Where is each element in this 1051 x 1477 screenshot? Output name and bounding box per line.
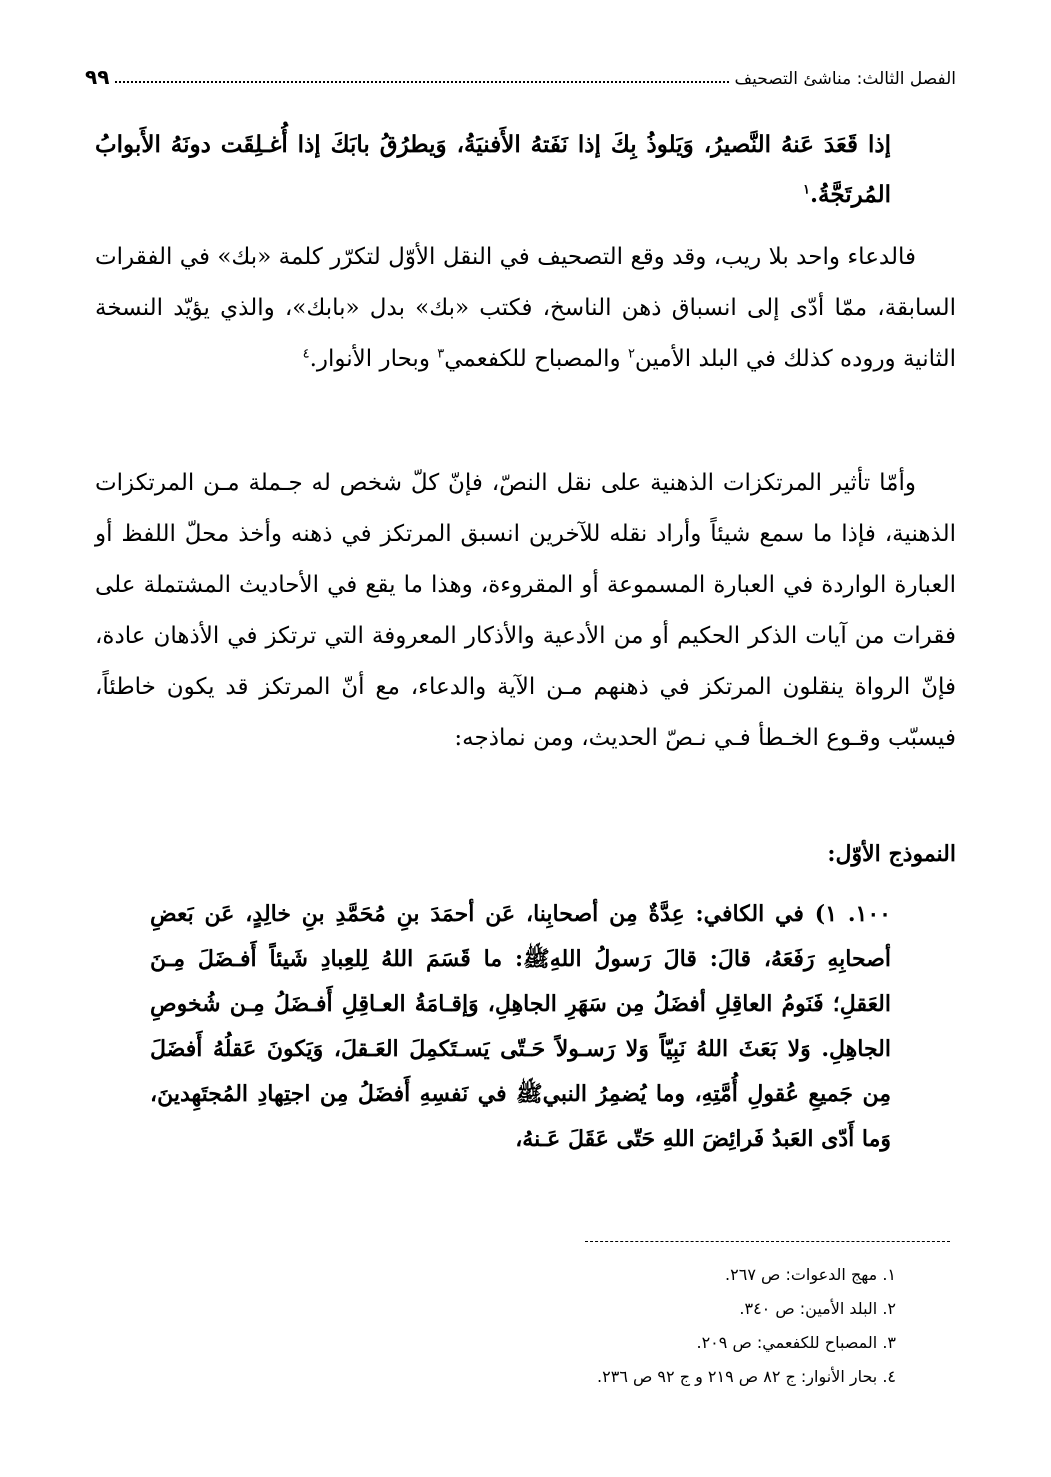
chapter-title: الفصل الثالث: مناشئ التصحيف: [734, 69, 956, 89]
footnote-1: ١. مهج الدعوات: ص ٢٦٧.: [725, 1265, 896, 1284]
header-dotted-leader: [115, 80, 728, 83]
dua-quote-text: إذا قَعَدَ عَنهُ النَّصيرُ، وَيَلوذُ بِكَ إذا نَفَتهُ الأَفنيَةُ، وَيطرُقُ بابَكَ إذا أُغـلِقَت دونَهُ الأَبوابُ المُرتَجَّةُ.: [95, 131, 891, 208]
footnote-divider: [585, 1241, 950, 1242]
paragraph-1: [95, 232, 956, 385]
footnotes: [597, 1258, 896, 1394]
page-number: ٩٩: [85, 65, 110, 89]
footnote-ref-4: ٤: [302, 346, 310, 362]
footnote-ref-1: ١: [803, 182, 811, 198]
footnote-ref-3: ٣: [437, 346, 445, 362]
footnote-4: ٤. بحار الأنوار: ج ٨٢ ص ٢١٩ و ج ٩٢ ص ٢٣٦.: [597, 1367, 896, 1386]
paragraph-1-text-c: وبحار الأنوار.: [309, 346, 438, 372]
dua-quote: [95, 120, 891, 220]
footnote-2: ٢. البلد الأمين: ص ٣٤٠.: [739, 1299, 896, 1318]
footnote-3: ٣. المصباح للكفعمي: ص ٢٠٩.: [696, 1333, 896, 1352]
paragraph-1-text-b: والمصباح للكفعمي: [444, 346, 628, 372]
paragraph-1-text-a: فالدعاء واحد بلا ريب، وقد وقع التصحيف في النقل الأوّل لتكرّر كلمة «بك» في الفقرات السابقة، ممّا أدّى إلى انسباق ذهن الناسخ، فكتب «بك» بدل «بابك»، والذي يؤيّد النسخة الثانية وروده كذلك في البلد الأمين: [95, 244, 956, 372]
paragraph-2: وأمّا تأثير المرتكزات الذهنية على نقل النصّ، فإنّ كلّ شخص له جـملة مـن المرتكزات الذهنية، فإذا ما سمع شيئاً وأراد نقله للآخرين انسبق المرتكز في ذهنه وأخذ محلّ اللفظ أو العبارة الواردة في العبارة المسموعة أو المقروءة، وهذا ما يقع في الأحاديث المشتملة على فقرات من آيات الذكر الحكيم أو من الأدعية والأذكار المعروفة التي ترتكز في الأذهان عادة، فإنّ الرواة ينقلون المرتكز في ذهنهم مـن الآية والدعاء، مع أنّ المرتكز قد يكون خاطئاً، فيسبّب وقـوع الخـطأ فـي نـصّ الحديث، ومن نماذجه:: [95, 470, 956, 751]
footnote-ref-2: ٢: [627, 346, 635, 362]
running-header: [85, 55, 956, 89]
hadith-text: ١٠٠. ١) في الكافي: عِدَّةٌ مِن أصحابِنا، عَن أحمَدَ بنِ مُحَمَّدِ بنِ خالِدٍ، عَن بَعضِ أصحابِهِ رَفَعَهُ، قالَ: قالَ رَسولُ اللهِﷺ: ما قَسَمَ اللهُ لِلعِبادِ شَيئاً أَفـضَلَ مِـنَ العَقلِ؛ فَنَومُ العاقِلِ أفضَلُ مِن سَهَرِ الجاهِلِ، وَإقـامَةُ العـاقِلِ أَفـضَلُ مِـن شُخوصِ الجاهِلِ. وَلا بَعَثَ اللهُ نَبِيّاً وَلا رَسـولاً حَـتّى يَسـتَكمِلَ العَـقلَ، وَيَكونَ عَقلُهُ أَفضَلَ مِن جَميعِ عُقولِ أُمَّتِهِ، وما يُضمِرُ النبيﷺ في نَفسِهِ أَفضَلُ مِن اجتِهادِ المُجتَهِدينَ، وَما أَدّى العَبدُ فَرائِضَ اللهِ حَتّى عَقَلَ عَـنهُ،: [150, 901, 891, 1152]
section-heading: النموذج الأوّل:: [827, 841, 956, 867]
